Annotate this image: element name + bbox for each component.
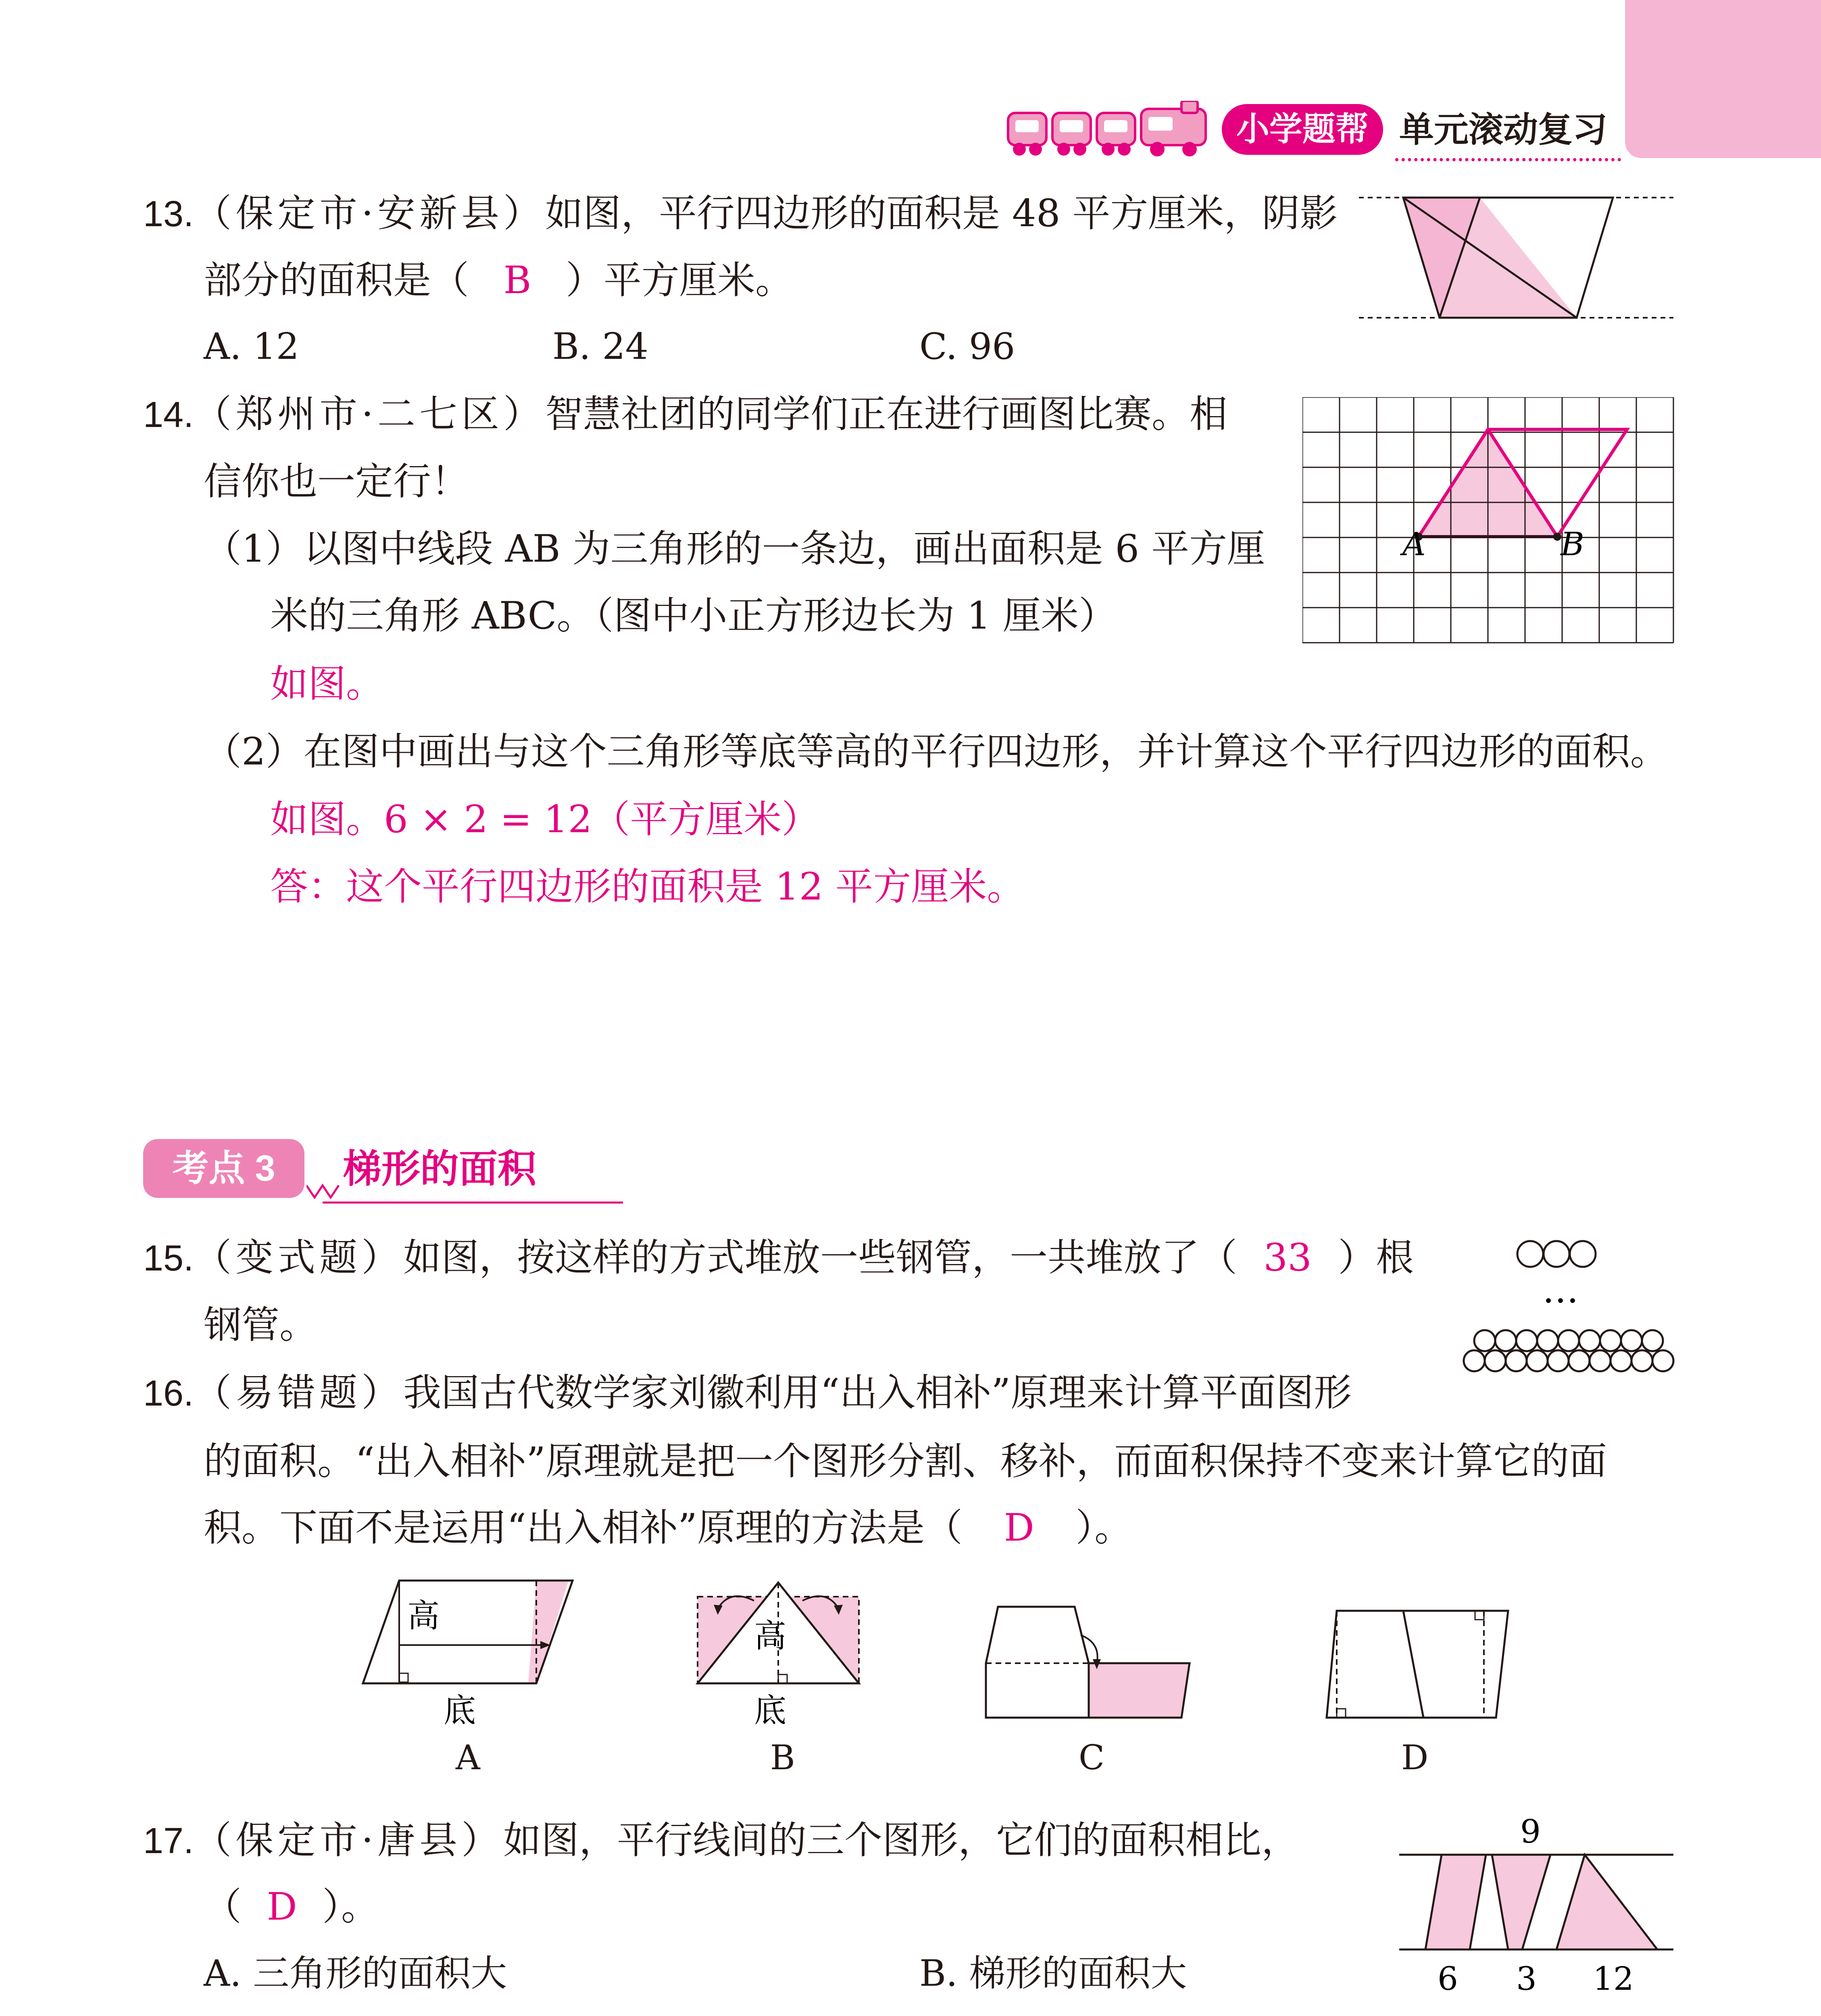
q14-part2-line: （2）在图中画出与这个三角形等底等高的平行四边形，并计算这个平行四边形的面积。 (204, 730, 1668, 774)
pipe-circle (1474, 1330, 1495, 1351)
q17-parallelogram (1425, 1855, 1486, 1949)
train-icon (1004, 101, 1214, 161)
q17-line1 (143, 1812, 1299, 1869)
q13-answer: B (503, 258, 531, 302)
pipe-circle (1548, 1350, 1569, 1371)
pipe-circle (1495, 1330, 1516, 1351)
q13-option-a: A. 12 (204, 325, 299, 368)
q15-text1-post: ）根 (1338, 1236, 1414, 1280)
pipe-circle (1631, 1350, 1652, 1371)
q13-line1 (143, 185, 1338, 242)
q17-triangle (1556, 1855, 1657, 1949)
q14-part1-line2: 米的三角形 ABC。（图中小正方形边长为 1 厘米） (270, 594, 1117, 638)
q14-number: 14. (143, 395, 194, 435)
q16-figure-d (1315, 1607, 1512, 1724)
q16-figure-d-label: D (1401, 1738, 1429, 1777)
q13-figure (1359, 181, 1673, 331)
brand-badge (1222, 104, 1383, 155)
q13-number: 13. (143, 194, 194, 234)
q16-number: 16. (143, 1373, 194, 1414)
q16-line2: 的面积。“出入相补”原理就是把一个图形分割、移补，而面积保持不变来计算它的面 (204, 1439, 1607, 1483)
brand-text: 小学题帮 (1236, 111, 1369, 148)
q17-source: （保定市·唐县） (194, 1818, 504, 1862)
q16-line1 (143, 1365, 1352, 1422)
q17-text2-pre: （ (204, 1885, 242, 1929)
q16-figure-c (980, 1603, 1198, 1724)
q17-figure (1395, 1810, 1677, 2000)
q14-text1: 智慧社团的同学们正在进行画图比赛。相 (545, 392, 1228, 436)
q17-text2-post: ）。 (322, 1885, 379, 1929)
q16-b-base-label: 底 (754, 1692, 786, 1729)
q16-a-base-label: 底 (444, 1692, 476, 1729)
q16-figure-b-label: B (770, 1738, 795, 1777)
q16-text3-pre: 积。下面不是运用“出入相补”原理的方法是（ (204, 1506, 963, 1550)
q14-label-b: B (1561, 525, 1584, 563)
q16-figure-b (694, 1577, 863, 1738)
section-wave-icon (306, 1181, 343, 1202)
q17-option-b: B. 梯形的面积大 (919, 1952, 1187, 1995)
section-underline (323, 1202, 623, 1204)
q13-option-c: C. 96 (919, 325, 1015, 368)
q13-option-b: B. 24 (552, 325, 648, 368)
q15-ellipsis: … (1542, 1269, 1579, 1311)
q17-number: 17. (143, 1821, 194, 1861)
q16-source: （易错题） (194, 1371, 404, 1415)
header-corner-block (1625, 0, 1821, 158)
pipe-circle (1600, 1330, 1621, 1351)
q15-number: 15. (143, 1238, 194, 1279)
pipe-circle (1485, 1350, 1506, 1371)
q16-line3 (204, 1500, 1132, 1556)
pipe-circle (1516, 1330, 1537, 1351)
header-title-underline (1395, 158, 1621, 161)
q13-text1: 如图，平行四边形的面积是 48 平方厘米，阴影 (545, 192, 1338, 235)
q14-part1-line1: （1）以图中线段 AB 为三角形的一条边，画出面积是 6 平方厘 (204, 527, 1265, 571)
q17-trapezoid (1492, 1855, 1550, 1949)
section-title: 梯形的面积 (343, 1148, 536, 1191)
q15-line1 (143, 1230, 1414, 1287)
q16-text1: 我国古代数学家刘徽利用“出入相补”原理来计算平面图形 (403, 1371, 1352, 1415)
q14-label-a: A (1402, 525, 1426, 563)
q13-source: （保定市·安新县） (194, 192, 546, 235)
q16-figure-c-label: C (1079, 1738, 1105, 1777)
pipe-circle (1611, 1350, 1631, 1371)
q17-answer: D (267, 1885, 297, 1929)
q17-text1: 如图，平行线间的三个图形，它们的面积相比， (503, 1818, 1300, 1862)
q16-text3-post: ）。 (1075, 1506, 1133, 1550)
q17-line2 (204, 1879, 379, 1935)
q14-grid-figure (1302, 397, 1677, 647)
q16-a-height-label: 高 (407, 1597, 440, 1635)
q17-option-a: A. 三角形的面积大 (204, 1952, 507, 1995)
q14-source: （郑州市·二七区） (194, 392, 546, 436)
pipe-circle (1527, 1350, 1548, 1371)
pipe-circle (1537, 1330, 1558, 1351)
q16-answer: D (1004, 1506, 1034, 1550)
q16-b-height-label: 高 (754, 1617, 786, 1655)
header (0, 0, 1821, 169)
pipe-circle (1569, 1350, 1590, 1371)
q14-part1-answer: 如图。 (270, 662, 384, 706)
q16-figure-a-label: A (456, 1738, 480, 1777)
section-tag-text: 考点 3 (172, 1148, 275, 1189)
section-tag (143, 1139, 304, 1198)
q13-line2 (204, 252, 793, 309)
q17-bottom-label-1: 6 (1438, 1960, 1458, 1997)
pipe-circle (1621, 1330, 1642, 1351)
q15-pipes-figure (1456, 1234, 1681, 1407)
q14-line1 (143, 386, 1227, 443)
q17-bottom-label-2: 3 (1516, 1960, 1537, 1997)
q13-text2-post: ）平方厘米。 (566, 258, 794, 302)
q15-line2: 钢管。 (204, 1303, 318, 1347)
q17-bottom-label-3: 12 (1593, 1960, 1634, 1997)
q15-text1-pre: 如图，按这样的方式堆放一些钢管，一共堆放了（ (403, 1236, 1238, 1280)
q15-source: （变式题） (194, 1236, 404, 1280)
pipe-circle (1506, 1350, 1527, 1371)
q13-text2-pre: 部分的面积是（ (204, 258, 469, 302)
q14-grid (1302, 397, 1673, 643)
q14-line2: 信你也一定行！ (204, 460, 469, 504)
q16-figure-a (359, 1577, 585, 1738)
pipe-circle (1579, 1330, 1600, 1351)
q14-part2-answer2: 答：这个平行四边形的面积是 12 平方厘米。 (270, 865, 1025, 909)
pipe-circle (1652, 1350, 1673, 1371)
pipe-circle (1590, 1350, 1611, 1371)
pipe-circle (1558, 1330, 1579, 1351)
q15-pipes-stack (1464, 1330, 1673, 1371)
header-title: 单元滚动复习 (1399, 110, 1607, 149)
q14-part2-answer1: 如图。6 × 2 = 12（平方厘米） (270, 798, 820, 841)
pipe-circle (1464, 1350, 1485, 1371)
q15-answer: 33 (1263, 1236, 1312, 1280)
q17-top-label: 9 (1520, 1813, 1541, 1850)
pipe-circle (1642, 1330, 1663, 1351)
